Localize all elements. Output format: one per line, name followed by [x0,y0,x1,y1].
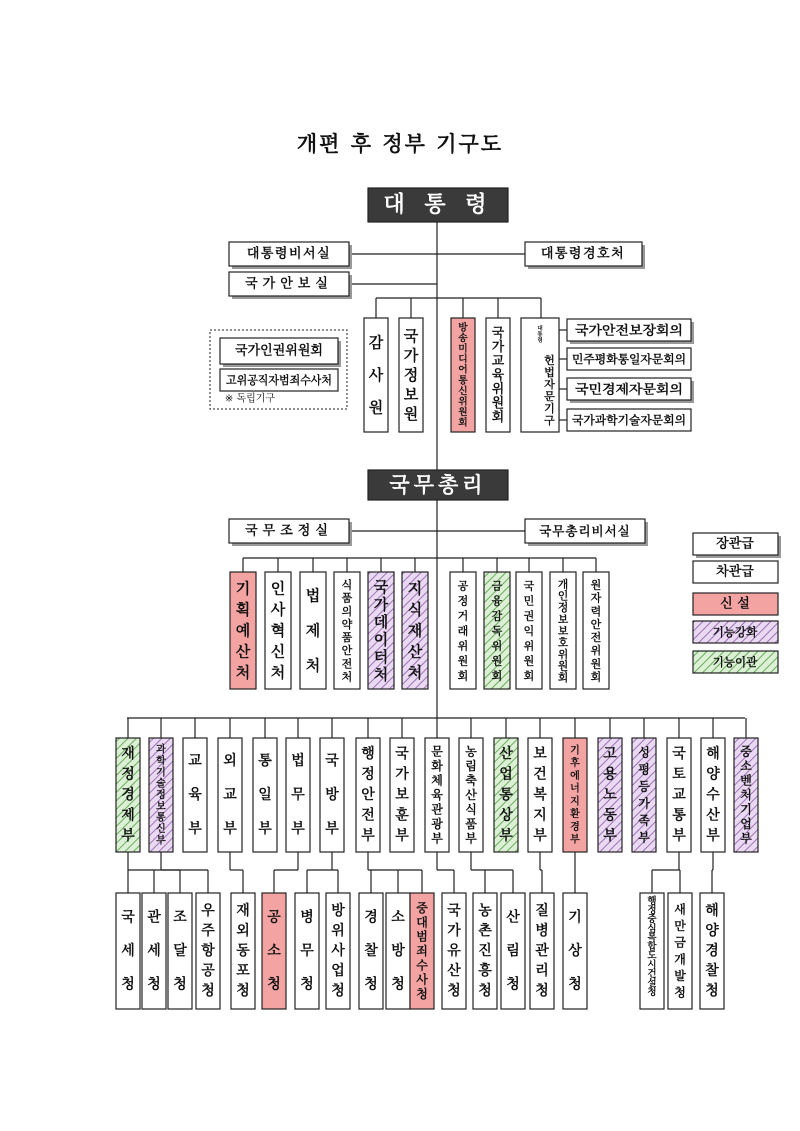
box-label: 행 정 안 전 부 [361,746,375,844]
agency-box [501,893,525,1009]
security-service-box [525,242,645,269]
agency-box [700,893,724,1009]
ministry-box [286,738,310,852]
box-label: 법 제 처 [305,586,321,675]
box-label: 성 평 등 가 족 부 [638,745,650,845]
legend-label: 차관급 [716,564,754,580]
agency-box [563,893,587,1009]
ministry-box [667,738,691,852]
agency-box [262,893,286,1009]
page-title: 개편 후 정부 기구도 [296,132,504,156]
agency-box [359,893,383,1009]
ministry-box [253,738,277,852]
box-label: 대 통 령 [537,326,543,344]
pm-agency-box [300,572,326,689]
media-commission-box [451,318,475,432]
box-label: 대 통 령 [383,192,493,218]
legend-label: 신 설 [720,596,750,612]
agency-box [668,893,692,1009]
box-label: 문 화 체 육 관 광 부 [431,744,443,846]
advisory-bodies-box [521,318,559,432]
ministry-box [494,738,518,852]
agency-box [196,893,220,1009]
ministry-box [356,738,380,852]
secretariat-box [229,242,352,269]
independent-bodies-group [210,330,347,409]
agency-box [473,893,497,1009]
box-label: 인 사 혁 신 처 [270,579,286,682]
box-label: 질 병 관 리 청 [535,903,549,999]
box-label: 방 송 미 디 어 통 신 위 원 회 [458,321,468,429]
agency-box [530,893,554,1009]
education-commission-box [486,318,510,432]
box-label: 경 찰 청 [364,909,378,993]
box-label: 국가안보실 [245,276,333,292]
national-security-box [229,272,352,299]
box-label: 보 건 복 지 부 [533,746,547,844]
box-label: 기 후 에 너 지 환 경 부 [570,744,580,846]
ministry-box [632,738,656,852]
box-label: 국 민 권 익 위 원 회 [523,579,535,682]
advisory-council-box [567,348,691,370]
ministry-box [425,738,449,852]
box-label: 과 학 기 술 정 보 통 신 부 [156,744,166,846]
nis-box [399,318,423,432]
box-label: 기 상 청 [568,909,582,993]
box-label: 감 사 원 [368,333,384,417]
box-label: 고위공직자범죄수사처 [225,373,332,387]
pm-agency-box [368,572,394,689]
box-label: 국민경제자문회의 [573,381,683,397]
agency-box [168,893,192,1009]
agency-box [116,893,140,1009]
legend-label: 장관급 [716,536,754,552]
prime-minister-box [368,470,508,500]
box-label: 조 달 청 [173,909,187,993]
ministry-box [734,738,758,852]
box-label: 국 가 유 산 청 [447,903,461,999]
ministry-box [390,738,414,852]
box-label: 대통령경호처 [540,246,626,262]
agency-box [442,893,466,1009]
box-label: 우 주 항 공 청 [201,903,215,999]
box-label: 산 림 청 [506,909,520,993]
box-label: 재 정 경 제 부 [121,746,135,844]
ministry-box [528,738,552,852]
box-label: 행 정 중 심 복 합 도 시 건 설 청 [647,895,657,998]
legend-item [693,621,778,643]
box-label: 재 외 동 포 청 [236,903,250,999]
box-label: 지 식 재 산 처 [407,579,423,682]
box-label: 소 방 청 [391,909,405,993]
box-label: 공 소 청 [267,909,281,993]
pm-agency-box [402,572,428,689]
legend-label: 기능강화 [712,625,758,639]
agency-box [295,893,319,1009]
ministry-box [459,738,483,852]
box-label: 국 방 부 [325,753,339,837]
pm-agency-box [230,572,256,689]
box-label: 민주평화통일자문회의 [572,352,686,366]
ministry-box [701,738,725,852]
ministry-box [116,738,140,852]
agency-box [231,893,255,1009]
box-label: 국 세 청 [121,909,135,993]
pm-agency-box [516,572,542,689]
agency-box [410,893,434,1009]
ministry-box [598,738,622,852]
box-label: 방 위 사 업 청 [331,903,345,999]
box-label: 농 림 축 산 식 품 부 [465,744,477,846]
ministry-box [563,738,587,852]
box-label: 국무총리비서실 [539,523,631,539]
box-label: 국가인권위원회 [235,343,323,359]
legend-item [693,651,778,673]
ministry-box [320,738,344,852]
box-label: 국 가 데 이 터 처 [373,577,389,684]
box-label: 개 인 정 보 보 호 위 원 회 [557,577,569,684]
advisory-council-box [567,319,694,344]
agency-box [386,893,410,1009]
box-label: 관 세 청 [147,909,161,993]
pm-agency-box [450,572,476,689]
pm-agency-box [484,572,510,689]
box-label: 산 업 통 상 부 [499,746,513,844]
box-label: 국무총리 [389,473,487,497]
box-label: 병 무 청 [300,909,314,993]
agency-box [326,893,350,1009]
agency-box [142,893,166,1009]
advisory-council-box [567,409,691,431]
advisory-council-box [567,378,694,403]
box-label: 국 가 교 육 위 원 회 [491,325,505,425]
org-boxes [116,188,781,1009]
box-label: 고 용 노 동 부 [603,746,617,844]
board-of-audit-box [364,318,388,432]
legend-item [693,533,781,558]
pm-agency-box [265,572,291,689]
legend-label: 기능이관 [712,655,758,669]
box-label: 국가과학기술자문회의 [570,413,686,427]
box-label: 금 융 감 독 위 원 회 [491,579,503,682]
pm-agency-box [334,572,360,689]
box-label: 해 양 수 산 부 [706,746,720,844]
box-label: 국무조정실 [245,523,333,539]
pm-agency-box [550,572,576,689]
box-label: 대통령비서실 [246,246,332,262]
box-label: 국가안전보장회의 [573,322,683,338]
legend-item [693,561,778,583]
box-label: 외 교 부 [223,753,237,837]
ministry-box [149,738,173,852]
box-label: 국 가 보 훈 부 [395,746,409,844]
box-label: 헌 법 자 문 기 구 [544,353,555,427]
box-label: 기 획 예 산 처 [235,579,251,682]
coordination-office-box [229,519,352,546]
box-label: 해 양 경 찰 청 [705,903,719,999]
box-label: 법 무 부 [291,753,305,837]
box-label: 새 만 금 개 발 청 [674,902,686,1000]
box-label: 중 대 범 죄 수 사 청 [416,901,428,1001]
box-label: 국 가 정 보 원 [403,326,419,424]
box-label: 농 촌 진 흥 청 [478,903,492,999]
ministry-box [183,738,207,852]
box-label: 중 소 벤 처 기 업 부 [740,744,752,846]
agency-box [640,893,664,1009]
ministry-box [218,738,242,852]
box-label: 국 토 교 통 부 [672,746,686,844]
legend-item [693,593,778,615]
independent-note: ※ 독립기구 [224,393,276,405]
box-label: 교 육 부 [188,753,202,837]
president-box [368,188,508,222]
box-label: 원 자 력 안 전 위 원 회 [590,578,602,683]
pm-secretariat-box [525,519,648,546]
box-label: 통 일 부 [258,753,272,837]
box-label: 공 정 거 래 위 원 회 [457,579,469,682]
pm-agency-box [583,572,609,689]
box-label: 식 품 의 약 품 안 전 처 [341,578,353,683]
